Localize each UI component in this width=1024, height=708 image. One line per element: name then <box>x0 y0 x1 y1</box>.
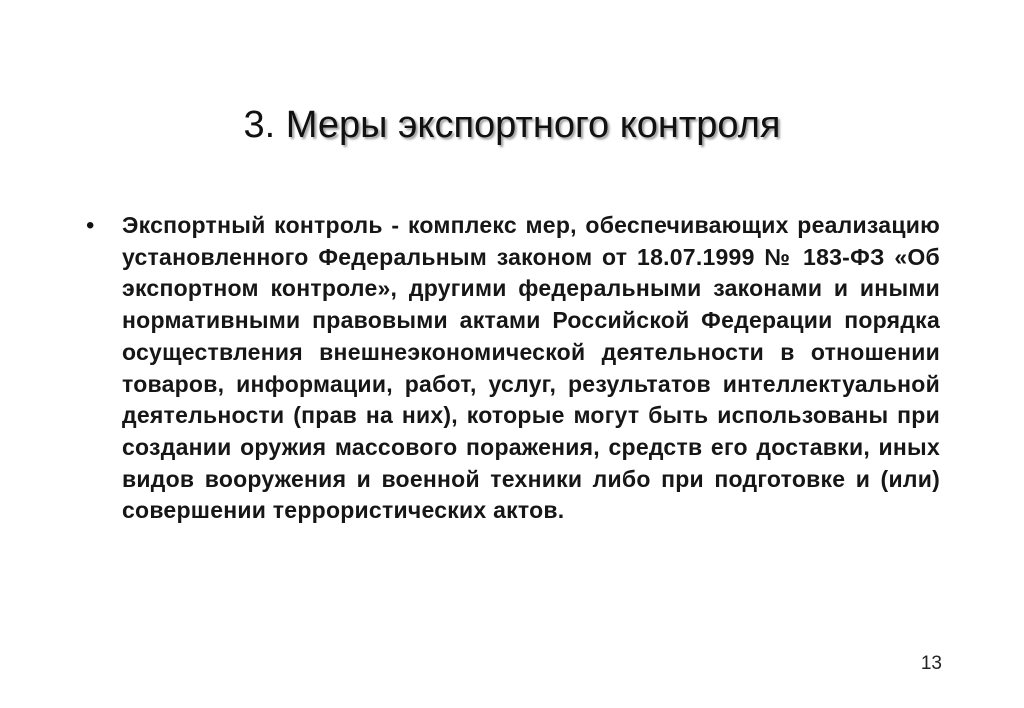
bullet-text: Экспортный контроль - комплекс мер, обеспечивающих реализацию установленного Федеральным законом от 18.07.1999 № 183-ФЗ «Об экспортном контроле», другими федеральными законами и иными нормативными правовыми актами Российской Федерации порядка осуществления внешнеэкономической деятельности в отношении товаров, информации, работ, услуг, результатов интеллектуальной деятельности (прав на них), которые могут быть использованы при создании оружия массового поражения, средств его доставки, иных видов вооружения и военной техники либо при подготовке и (или) совершении террористических актов. <box>122 212 940 524</box>
title-number: 3. <box>243 104 276 146</box>
bullet-item <box>86 210 940 527</box>
bullet-list <box>86 210 940 527</box>
title-text: Меры экспортного контроля <box>285 104 781 146</box>
page-number: 13 <box>920 653 942 674</box>
bullet-dot-icon: • <box>86 212 95 239</box>
slide-title <box>0 100 1024 150</box>
